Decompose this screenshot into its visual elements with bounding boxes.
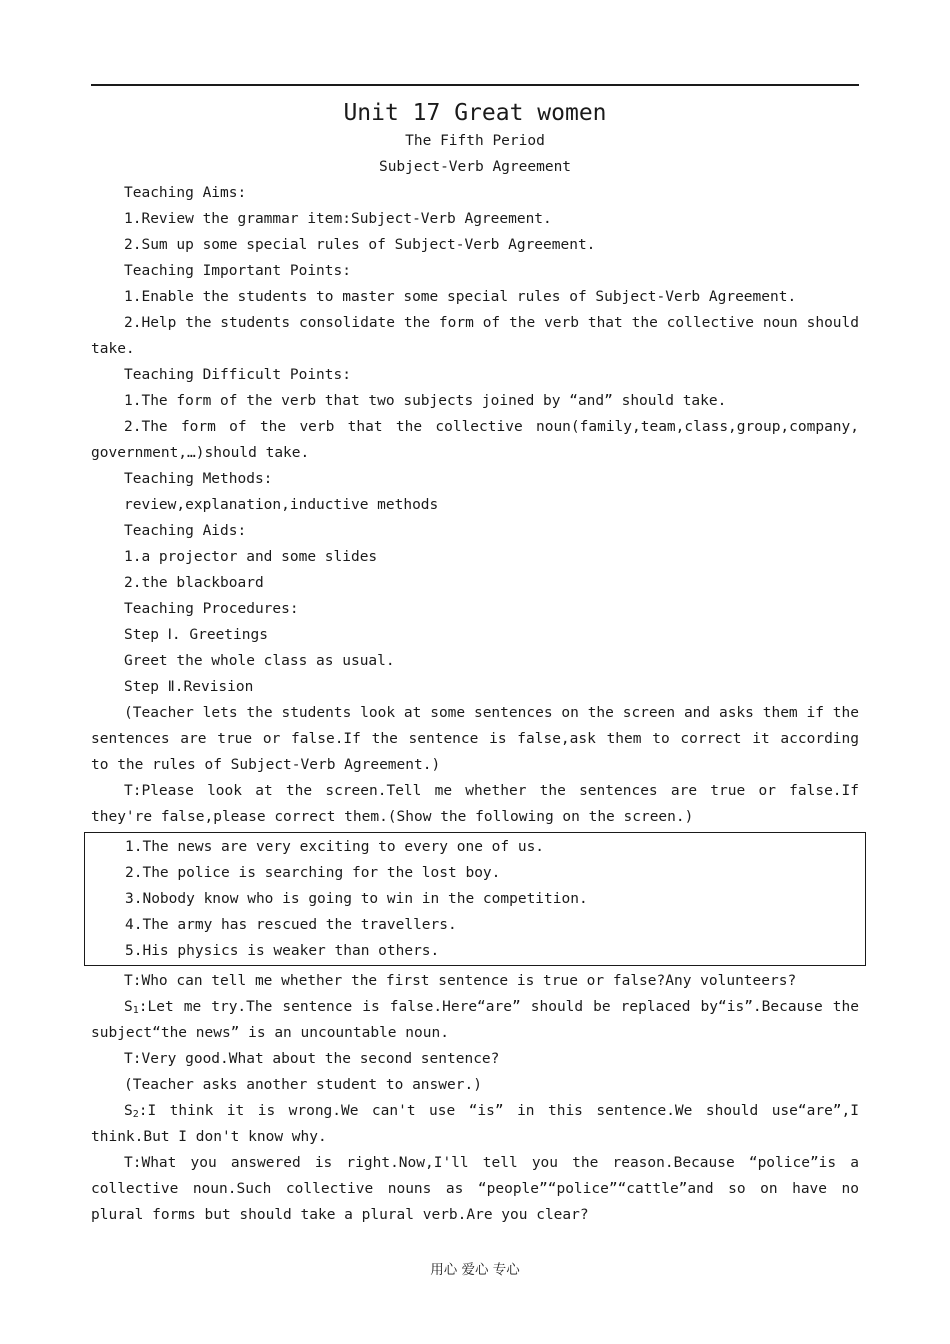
- screen-sentence: 2.The police is searching for the lost boy.: [125, 865, 501, 881]
- student-1-line: [91, 994, 859, 1046]
- teacher-line: T:Very good.What about the second sentence?: [124, 1051, 500, 1067]
- student-2-text: :I think it is wrong.We can't use “is” in this sentence.We should use“are”,I think.But I don't know why.: [91, 1103, 859, 1145]
- aid-item: 1.a projector and some slides: [124, 549, 378, 565]
- methods-heading: Teaching Methods:: [124, 471, 273, 487]
- stage-direction: (Teacher asks another student to answer.): [124, 1077, 482, 1093]
- step-2-instruction: (Teacher lets the students look at some sentences on the screen and asks them if the sentences are true or false.If the sentence is false,ask them to correct it according to the rules of Subject-Verb Agreement.): [91, 705, 859, 773]
- teacher-explanation: T:What you answered is right.Now,I'll tell you the reason.Because “police”is a collective noun.Such collective nouns as “people”“police”“cattle”and so on have no plural forms but should take a plural verb.Are you clear?: [91, 1155, 859, 1223]
- header-rule: [91, 84, 859, 86]
- aim-item: 2.Sum up some special rules of Subject-Verb Agreement.: [124, 237, 596, 253]
- screen-sentence: 5.His physics is weaker than others.: [125, 943, 440, 959]
- step-2-heading: Step Ⅱ.Revision: [124, 679, 254, 695]
- period-subtitle: The Fifth Period: [405, 133, 545, 149]
- important-point-item: 1.Enable the students to master some special rules of Subject-Verb Agreement.: [124, 289, 797, 305]
- topic-subtitle: Subject-Verb Agreement: [378, 159, 572, 175]
- important-points-heading: Teaching Important Points:: [124, 263, 351, 279]
- document-body: [91, 98, 859, 1228]
- screen-sentence: 3.Nobody know who is going to win in the competition.: [125, 891, 588, 907]
- student-2-line: [91, 1098, 859, 1150]
- screen-sentences-box: [84, 832, 866, 966]
- speaker-label: S: [124, 1103, 133, 1119]
- speaker-subscript: 2: [132, 1109, 139, 1120]
- procedures-heading: Teaching Procedures:: [124, 601, 299, 617]
- teacher-line: T:Who can tell me whether the first sentence is true or false?Any volunteers?: [124, 973, 797, 989]
- difficult-points-heading: Teaching Difficult Points:: [124, 367, 351, 383]
- difficult-point-item: 1.The form of the verb that two subjects joined by “and” should take.: [124, 393, 727, 409]
- screen-sentence: 1.The news are very exciting to every one of us.: [125, 839, 545, 855]
- screen-sentence: 4.The army has rescued the travellers.: [125, 917, 457, 933]
- difficult-point-item: 2.The form of the verb that the collective noun(family,team,class,group,company, government,…)should take.: [91, 419, 859, 461]
- aims-heading: Teaching Aims:: [124, 185, 247, 201]
- speaker-subscript: 1: [132, 1005, 139, 1016]
- speaker-label: S: [124, 999, 133, 1015]
- page-footer: 用心 爱心 专心: [430, 1262, 520, 1278]
- aids-heading: Teaching Aids:: [124, 523, 247, 539]
- page-title: Unit 17 Great women: [343, 100, 607, 126]
- important-point-item: 2.Help the students consolidate the form of the verb that the collective noun should take.: [91, 315, 859, 357]
- student-1-text: :Let me try.The sentence is false.Here“are” should be replaced by“is”.Because the subject“the news” is an uncountable noun.: [91, 999, 859, 1041]
- step-1-heading: Step Ⅰ. Greetings: [124, 627, 268, 643]
- methods-text: review,explanation,inductive methods: [124, 497, 439, 513]
- step-2-teacher-prompt: T:Please look at the screen.Tell me whether the sentences are true or false.If they're false,please correct them.(Show the following on the screen.): [91, 783, 859, 825]
- aim-item: 1.Review the grammar item:Subject-Verb Agreement.: [124, 211, 552, 227]
- aid-item: 2.the blackboard: [124, 575, 264, 591]
- step-1-text: Greet the whole class as usual.: [124, 653, 395, 669]
